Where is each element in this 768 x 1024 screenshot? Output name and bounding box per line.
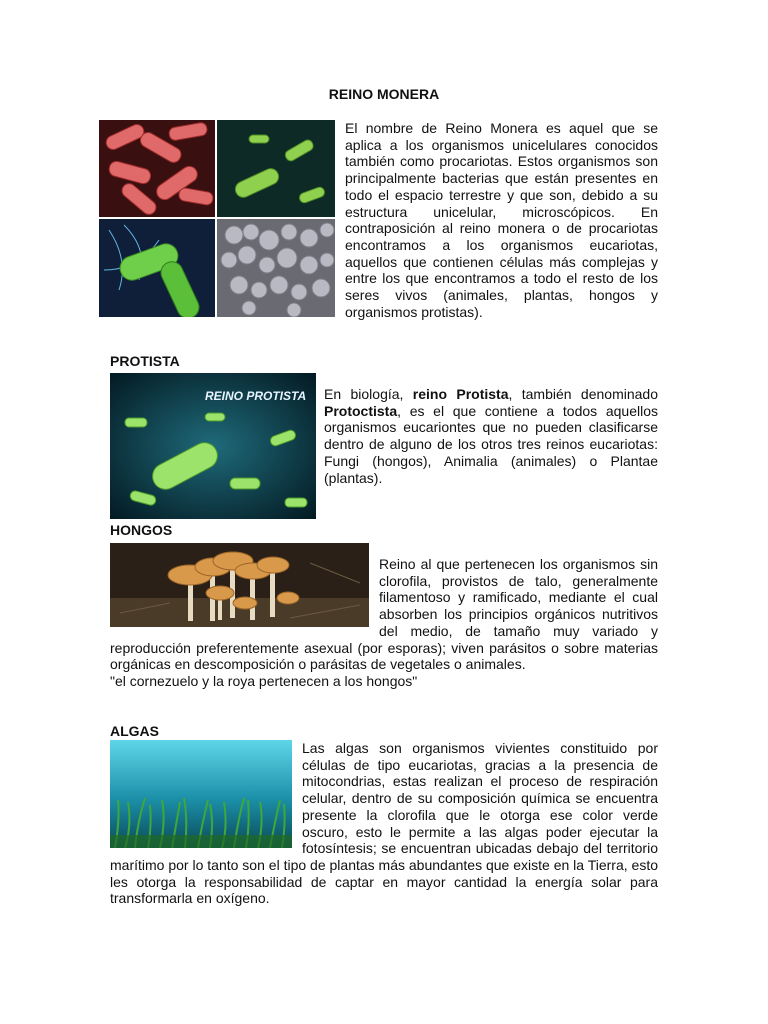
protoctista-bold-term: Protoctista	[324, 402, 398, 419]
protista-text-mid: , también denominado	[508, 386, 658, 402]
algas-paragraph: Las algas son organismos vivientes constituido por células de tipo eucariotas, gracias a la presencia de mitocondrias, estas realizan el proceso de respiración celular, dentro de su composición química se encuentra presente la clorofila que le otorga ese color verde oscuro, esto le permite a las algas poder ejecutar la fotosíntesis; se encuentran ubicadas debajo del territorio marítimo por lo tanto son el tipo de plantas más abundantes que existe en la Tierra, esto les otorga la responsabilidad de captar en mayor cantidad la energía solar para transformarla en oxígeno.	[110, 740, 658, 907]
algas-section	[110, 740, 658, 907]
hongos-paragraph: Reino al que pertenecen los organismos sin clorofila, provistos de talo, generalmente filamentoso y ramificado, mediante el cual absorben los principios orgánicos nutritivos del medio, de tamaño muy variado y reproducción preferentemente asexual (por esporas); viven parásitos o sobre materias orgánicas en descomposición o parásitas de vegetales o animales.	[110, 556, 658, 673]
page-title: REINO MONERA	[328, 86, 440, 102]
protista-bold-term: reino Protista	[412, 386, 509, 402]
protista-heading: PROTISTA	[110, 353, 180, 369]
hongos-heading: HONGOS	[110, 522, 173, 538]
bacteria-collage-image	[99, 120, 335, 317]
mushrooms-image	[110, 543, 369, 627]
monera-section	[99, 120, 658, 320]
seaweed-image	[110, 740, 292, 848]
hongos-quote: "el cornezuelo y la roya pertenecen a los hongos"	[110, 672, 418, 689]
hongos-section	[110, 543, 658, 690]
protista-image	[110, 373, 316, 519]
algas-heading: ALGAS	[110, 723, 159, 739]
protista-text-pre: En biología,	[324, 386, 413, 402]
protista-text-post: , es el que contiene a todos aquellos organismos eucariontes que no pueden clasificarse dentro de alguno de los otros tres reinos eucariotas: Fungi (hongos), Animalia (animales) o Plantae (plantas).	[324, 402, 658, 486]
protista-section	[110, 373, 658, 521]
protista-image-caption: REINO PROTISTA	[205, 389, 307, 403]
monera-paragraph: El nombre de Reino Monera es aquel que se aplica a los organismos unicelulares conocidos también como procariotas. Estos organismos son principalmente bacterias que están presentes en todo el espacio terrestre y que son, debido a su estructura unicelular, microscópicos. En contraposición al reino monera o de procariotas encontramos a los organismos eucariotas, aquellos que contienen células más complejas y entre los que encontramos a todo el resto de los seres vivos (animales, plantas, hongos y organismos protistas).	[345, 120, 658, 320]
